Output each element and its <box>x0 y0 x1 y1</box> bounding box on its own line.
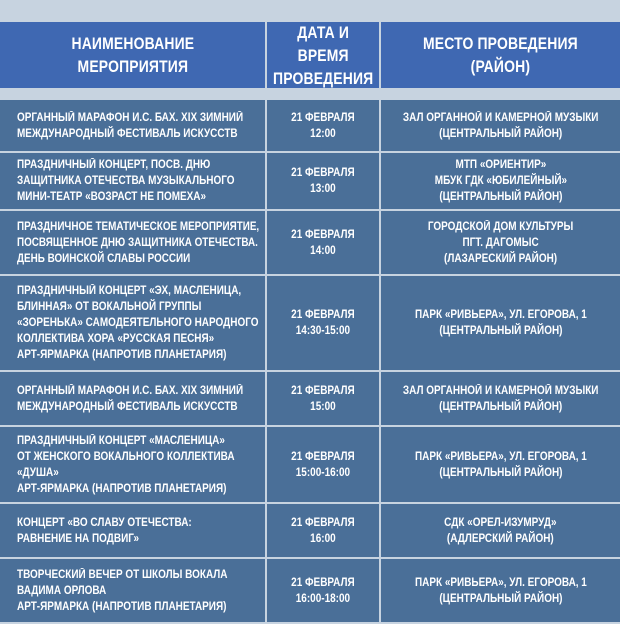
event-name-cell <box>0 100 265 151</box>
event-date-cell <box>267 153 379 209</box>
event-name: ПРАЗДНИЧНЫЙ КОНЦЕРТ «МАСЛЕНИЦА» ОТ ЖЕНСКОГО ВОКАЛЬНОГО КОЛЛЕКТИВА «ДУША» АРТ-ЯРМАРКА (НАПРОТИВ ПЛАНЕТАРИЯ) <box>17 433 235 495</box>
event-name: ОРГАННЫЙ МАРАФОН И.С. БАХ. XIX ЗИМНИЙ МЕЖДУНАРОДНЫЙ ФЕСТИВАЛЬ ИСКУССТВ <box>17 383 244 413</box>
event-name: ПРАЗДНИЧНЫЙ КОНЦЕРТ «ЭХ, МАСЛЕНИЦА, БЛИННАЯ» ОТ ВОКАЛЬНОЙ ГРУППЫ «ЗОРЕНЬКА» САМОДЕЯТЕЛЬНОГО НАРОДНОГО КОЛЛЕКТИВА ХОРА «РУССКАЯ ПЕСНЯ» АРТ-ЯРМАРКА (НАПРОТИВ ПЛАНЕТАРИЯ) <box>17 284 259 361</box>
event-date: 21 ФЕВРАЛЯ 16:00 <box>291 515 355 545</box>
event-place-cell <box>381 100 620 151</box>
event-place: ЗАЛ ОРГАННОЙ И КАМЕРНОЙ МУЗЫКИ (ЦЕНТРАЛЬНЫЙ РАЙОН) <box>402 110 599 140</box>
event-name-cell <box>0 276 265 370</box>
event-place-cell <box>381 427 620 502</box>
event-place-cell <box>381 211 620 274</box>
event-date-cell <box>267 559 379 622</box>
event-date-cell <box>267 504 379 557</box>
event-date-cell <box>267 372 379 425</box>
event-place: ПАРК «РИВЬЕРА», УЛ. ЕГОРОВА, 1 (ЦЕНТРАЛЬНЫЙ РАЙОН) <box>414 575 587 605</box>
event-place-cell <box>381 153 620 209</box>
table-row <box>0 559 620 622</box>
event-name: ПРАЗДНИЧНЫЙ КОНЦЕРТ, ПОСВ. ДНЮ ЗАЩИТНИКА ОТЕЧЕСТВА МУЗЫКАЛЬНОГО МИНИ-ТЕАТР «ВОЗРАСТ НЕ ПОМЕХА» <box>17 158 235 203</box>
table-row <box>0 100 620 151</box>
event-place-cell <box>381 276 620 370</box>
event-date-cell <box>267 276 379 370</box>
event-date: 21 ФЕВРАЛЯ 13:00 <box>291 166 355 195</box>
event-place: СДК «ОРЕЛ-ИЗУМРУД» (АДЛЕРСКИЙ РАЙОН) <box>444 515 557 545</box>
header-venue-label: МЕСТО ПРОВЕДЕНИЯ (РАЙОН) <box>423 34 578 76</box>
event-name: КОНЦЕРТ «ВО СЛАВУ ОТЕЧЕСТВА: РАВНЕНИЕ НА ПОДВИГ» <box>17 515 192 545</box>
event-date-cell <box>267 211 379 274</box>
event-place-cell <box>381 372 620 425</box>
event-date: 21 ФЕВРАЛЯ 15:00 <box>291 383 355 413</box>
header-date-time-label: ДАТА И ВРЕМЯ ПРОВЕДЕНИЯ <box>272 22 374 88</box>
table-row <box>0 276 620 370</box>
table-row <box>0 153 620 209</box>
table-row <box>0 372 620 425</box>
event-place: ЗАЛ ОРГАННОЙ И КАМЕРНОЙ МУЗЫКИ (ЦЕНТРАЛЬНЫЙ РАЙОН) <box>402 383 599 413</box>
event-date: 21 ФЕВРАЛЯ 14:30-15:00 <box>291 308 355 337</box>
event-name: ТВОРЧЕСКИЙ ВЕЧЕР ОТ ШКОЛЫ ВОКАЛА ВАДИМА ОРЛОВА АРТ-ЯРМАРКА (НАПРОТИВ ПЛАНЕТАРИЯ) <box>17 567 228 613</box>
header-spacer <box>0 88 620 100</box>
header-event-name-label: НАИМЕНОВАНИЕ МЕРОПРИЯТИЯ <box>71 34 194 76</box>
event-name-cell <box>0 211 265 274</box>
header-event-name <box>0 22 265 88</box>
event-date-cell <box>267 100 379 151</box>
event-place: МТП «ОРИЕНТИР» МБУК ГДК «ЮБИЛЕЙНЫЙ» (ЦЕНТРАЛЬНЫЙ РАЙОН) <box>434 158 567 203</box>
event-date-cell <box>267 427 379 502</box>
event-place: ГОРОДСКОЙ ДОМ КУЛЬТУРЫ ПГТ. ДАГОМЫС (ЛАЗАРЕСКИЙ РАЙОН) <box>427 219 574 265</box>
event-name-cell <box>0 559 265 622</box>
events-table <box>0 100 620 624</box>
event-date: 21 ФЕВРАЛЯ 16:00-18:00 <box>291 575 355 605</box>
table-row <box>0 504 620 557</box>
event-place: ПАРК «РИВЬЕРА», УЛ. ЕГОРОВА, 1 (ЦЕНТРАЛЬНЫЙ РАЙОН) <box>414 449 587 479</box>
event-name-cell <box>0 504 265 557</box>
event-place-cell <box>381 504 620 557</box>
header-date-time <box>267 22 379 88</box>
event-place-cell <box>381 559 620 622</box>
event-name-cell <box>0 372 265 425</box>
event-name: ОРГАННЫЙ МАРАФОН И.С. БАХ. XIX ЗИМНИЙ МЕЖДУНАРОДНЫЙ ФЕСТИВАЛЬ ИСКУССТВ <box>17 110 244 140</box>
table-row <box>0 427 620 502</box>
event-name-cell <box>0 427 265 502</box>
event-place: ПАРК «РИВЬЕРА», УЛ. ЕГОРОВА, 1 (ЦЕНТРАЛЬНЫЙ РАЙОН) <box>414 308 587 337</box>
table-row <box>0 211 620 274</box>
event-date: 21 ФЕВРАЛЯ 14:00 <box>291 227 355 257</box>
event-date: 21 ФЕВРАЛЯ 12:00 <box>291 110 355 140</box>
table-header <box>0 22 620 88</box>
event-name: ПРАЗДНИЧНОЕ ТЕМАТИЧЕСКОЕ МЕРОПРИЯТИЕ, ПОСВЯЩЕННОЕ ДНЮ ЗАЩИТНИКА ОТЕЧЕСТВА. ДЕНЬ ВОИНСКОЙ СЛАВЫ РОССИИ <box>17 219 260 265</box>
event-date: 21 ФЕВРАЛЯ 15:00-16:00 <box>291 449 355 479</box>
header-venue <box>381 22 620 88</box>
event-name-cell <box>0 153 265 209</box>
